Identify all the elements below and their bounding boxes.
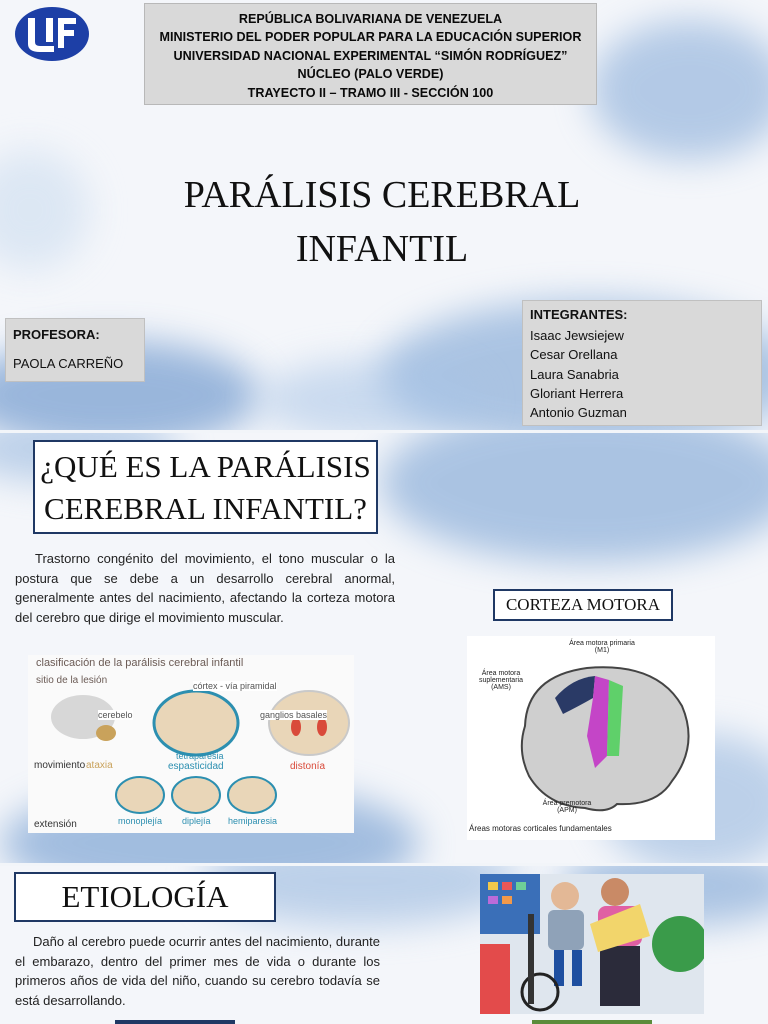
dystonia-label: distonía	[290, 761, 326, 772]
header-line: UNIVERSIDAD NACIONAL EXPERIMENTAL “SIMÓN RODRÍGUEZ”	[173, 48, 568, 63]
ams-label: Área motora suplementaria (AMS)	[479, 670, 523, 691]
cover-title	[150, 168, 614, 276]
cerebelo-label: cerebelo	[98, 710, 133, 720]
brain-sections-illustration	[28, 655, 354, 833]
cortex-label: córtex - vía piramidal	[193, 681, 277, 691]
spasticity-label: espasticidad	[168, 761, 224, 772]
tetraparesia-label: tetraparesia	[176, 751, 224, 761]
hemiparesia-label: hemiparesia	[228, 816, 278, 826]
motor-cortex-title: CORTEZA MOTORA	[493, 589, 673, 621]
member-name: Antonio Guzman	[530, 405, 627, 421]
diplejia-label: diplejía	[182, 816, 211, 826]
teacher-name: PAOLA CARREÑO	[13, 356, 124, 371]
movement-label: movimiento	[34, 760, 86, 771]
extension-label: extensión	[34, 819, 77, 830]
university-logo-icon	[14, 6, 90, 62]
member-name: Isaac Jewsiejew	[530, 328, 624, 343]
motor-cortex-figure	[467, 636, 715, 840]
member-name: Cesar Orellana	[530, 347, 618, 363]
photo-illustration	[480, 874, 704, 1014]
site-label: sitio de la lesión	[36, 675, 108, 686]
member-name: Gloriant Herrera	[530, 385, 624, 401]
cover-title-line: PARÁLISIS CEREBRAL	[183, 174, 581, 216]
classification-figure	[28, 655, 354, 833]
member-name: Laura Sanabria	[530, 366, 619, 382]
etiology-text: Daño al cerebro puede ocurrir antes del nacimiento, durante el embarazo, dentro del primer mes de vida o durante los primeros años de vida del niño, cuando su cerebro todavía se está desarrollando.	[15, 934, 380, 1008]
definition-title: ¿QUÉ ES LA PARÁLISIS CEREBRAL INFANTIL?	[33, 440, 378, 534]
members-box	[522, 300, 762, 426]
header-line: REPÚBLICA BOLIVARIANA DE VENEZUELA	[238, 12, 503, 26]
motor-caption: Áreas motoras corticales fundamentales	[469, 824, 612, 833]
cover-title-line: INFANTIL	[295, 228, 469, 270]
institution-header	[144, 3, 597, 105]
ganglia-label: ganglios basales	[260, 710, 328, 720]
members-label: INTEGRANTES:	[530, 307, 628, 322]
next-title-stub	[115, 1020, 235, 1024]
monoplejia-label: monoplejía	[118, 816, 163, 826]
header-line: TRAYECTO II – TRAMO III - SECCIÓN 100	[247, 85, 494, 100]
ataxia-label: ataxia	[86, 760, 113, 771]
apm-label: Área premotora (APM)	[542, 800, 592, 814]
m1-label: Área motora primaria (M1)	[569, 640, 635, 654]
teacher-box	[5, 318, 145, 382]
classification-title: clasificación de la parálisis cerebral infantil	[36, 657, 244, 669]
header-line: MINISTERIO DEL PODER POPULAR PARA LA EDUCACIÓN SUPERIOR	[159, 30, 582, 45]
child-wheelchair-photo	[480, 874, 704, 1014]
etiology-title: ETIOLOGÍA	[14, 872, 276, 922]
header-line: NÚCLEO (PALO VERDE)	[297, 67, 444, 82]
teacher-label: PROFESORA:	[13, 327, 100, 342]
definition-text: Trastorno congénito del movimiento, el tono muscular o la postura que se debe a un desarrollo cerebral anormal, generalmente antes del nacimiento, afectando la corteza motora del cerebro que dirige el movimiento muscular.	[15, 551, 395, 625]
cover-slide	[0, 0, 768, 430]
next-title-stub	[532, 1020, 652, 1024]
